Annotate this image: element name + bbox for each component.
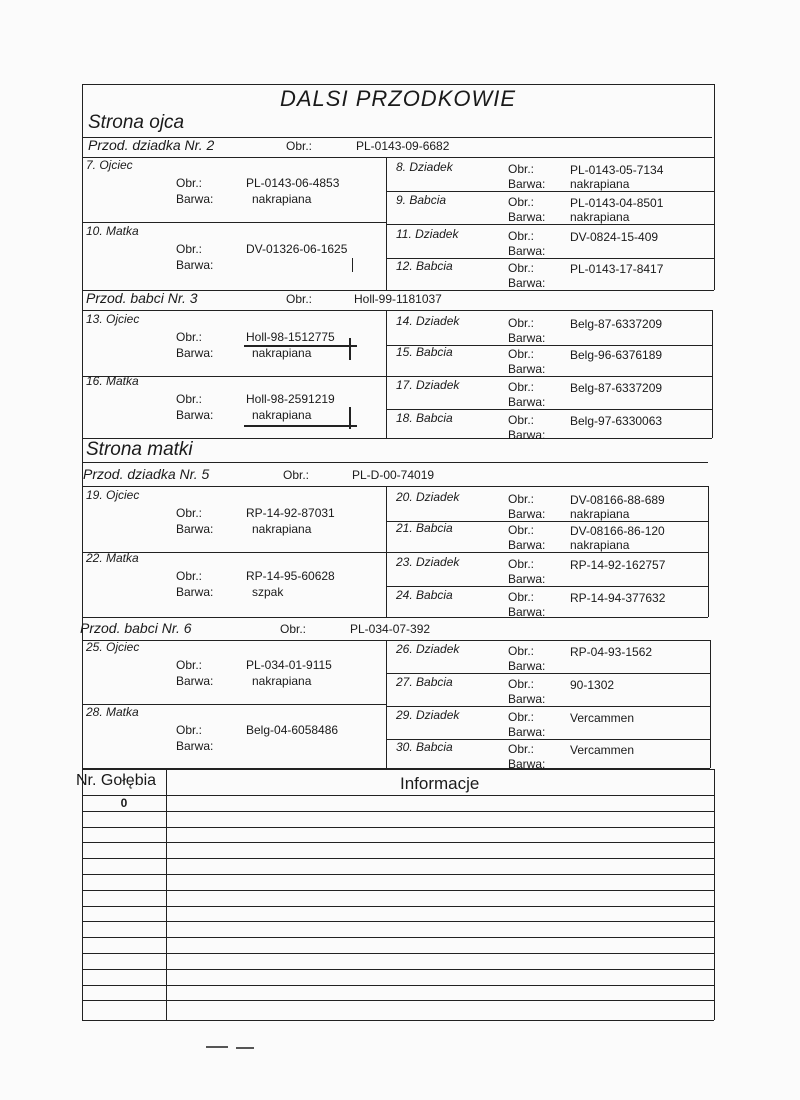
frame-bottom	[82, 1020, 714, 1021]
grandparent-barwa-label: Barwa:	[508, 362, 546, 376]
parent-grandparent-divider	[386, 310, 387, 438]
grandparent-ring-number: Vercammen	[570, 743, 635, 757]
parent-label: 28. Matka	[86, 705, 139, 719]
parent-color: nakrapiana	[252, 408, 312, 422]
grandparent-obr-label: Obr.:	[508, 523, 535, 537]
grandparent-barwa-label: Barwa:	[508, 538, 546, 552]
frame-top	[82, 84, 714, 85]
parent-label: 25. Ojciec	[86, 640, 140, 654]
parent-obr-label: Obr.:	[176, 392, 203, 406]
grandparent-ring-number: DV-08166-88-689	[570, 493, 665, 507]
page-title: DALSI PRZODKOWIE	[280, 86, 517, 111]
group-header-obr-label: Obr.:	[286, 292, 313, 306]
grandparent-ring-number: RP-14-94-377632	[570, 591, 666, 605]
grandparent-ring-number: DV-0824-15-409	[570, 230, 659, 244]
parent-label: 19. Ojciec	[86, 488, 140, 502]
group-header-rule	[82, 310, 712, 311]
grandparent-obr-label: Obr.:	[508, 162, 535, 176]
parent-obr-label: Obr.:	[176, 242, 203, 256]
grandparent-label: 15. Babcia	[396, 345, 453, 359]
parent-ring-number: PL-0143-06-4853	[246, 176, 340, 190]
grandparent-label: 12. Babcia	[396, 259, 453, 273]
info-row-rule	[82, 969, 714, 970]
parent-ring-number: Holl-98-2591219	[246, 392, 335, 406]
grandparent-ring-number: PL-0143-05-7134	[570, 163, 664, 177]
grandparent-barwa-label: Barwa:	[508, 244, 546, 258]
grandparent-barwa-label: Barwa:	[508, 605, 546, 619]
parent-barwa-label: Barwa:	[176, 346, 214, 360]
grandparent-barwa-label: Barwa:	[508, 692, 546, 706]
info-number-header: Nr. Gołębia	[76, 772, 157, 789]
grandparent-label: 27. Babcia	[396, 675, 453, 689]
grandparent-ring-number: RP-14-92-162757	[570, 558, 666, 572]
info-header-rule	[82, 795, 714, 796]
grandparent-obr-label: Obr.:	[508, 710, 535, 724]
grandparent-label: 21. Babcia	[396, 521, 453, 535]
info-row-rule	[82, 921, 714, 922]
grandparent-color: nakrapiana	[570, 177, 630, 191]
grandparent-ring-number: Belg-96-6376189	[570, 348, 663, 362]
parent-ring-number: RP-14-92-87031	[246, 506, 335, 520]
parent-ring-number: RP-14-95-60628	[246, 569, 335, 583]
parent-obr-label: Obr.:	[176, 658, 203, 672]
parent-label: 13. Ojciec	[86, 312, 140, 326]
grandparent-obr-label: Obr.:	[508, 492, 535, 506]
parent-obr-label: Obr.:	[176, 176, 203, 190]
info-row-rule	[82, 890, 714, 891]
grandparent-barwa-label: Barwa:	[508, 177, 546, 191]
parent-ring-number: Belg-04-6058486	[246, 723, 339, 737]
info-row-rule	[82, 827, 714, 828]
frame-right-top	[714, 84, 715, 160]
group-right-edge	[710, 640, 711, 768]
mother-side-heading: Strona matki	[86, 439, 193, 460]
grandparent-obr-label: Obr.:	[508, 413, 535, 427]
grandparent-ring-number: Belg-87-6337209	[570, 381, 663, 395]
info-row-rule	[82, 811, 714, 812]
parent-label: 10. Matka	[86, 224, 139, 238]
parent-color: nakrapiana	[252, 674, 312, 688]
scan-mark	[236, 1047, 254, 1049]
group-header-ring-number: Holl-99-1181037	[354, 292, 442, 306]
grandparent-barwa-label: Barwa:	[508, 210, 546, 224]
group-header-label: Przod. babci Nr. 3	[86, 290, 198, 306]
info-row-rule	[82, 937, 714, 938]
group-header-label: Przod. dziadka Nr. 2	[88, 137, 215, 153]
mother-heading-rule	[82, 462, 708, 463]
info-row-rule	[82, 985, 714, 986]
grandparent-color: nakrapiana	[570, 538, 630, 552]
grandparent-label: 9. Babcia	[396, 193, 447, 207]
grandparent-color: nakrapiana	[570, 210, 630, 224]
grandparent-ring-number: Vercammen	[570, 711, 635, 725]
group-bottom-rule	[82, 617, 708, 618]
info-table-top	[82, 769, 714, 770]
info-header: Informacje	[400, 774, 480, 793]
grandparent-label: 29. Dziadek	[396, 708, 460, 722]
grandparent-label: 17. Dziadek	[396, 378, 460, 392]
father-side-heading: Strona ojca	[88, 112, 185, 133]
group-header-rule	[82, 157, 714, 158]
grandparent-ring-number: 90-1302	[570, 678, 615, 692]
parent-label: 16. Matka	[86, 374, 139, 388]
grandparent-barwa-label: Barwa:	[508, 659, 546, 673]
parent-obr-label: Obr.:	[176, 506, 203, 520]
group-bottom-rule	[82, 438, 712, 439]
parent-color: nakrapiana	[252, 192, 312, 206]
parent-barwa-label: Barwa:	[176, 522, 214, 536]
parent-barwa-label: Barwa:	[176, 258, 214, 272]
grandparent-barwa-label: Barwa:	[508, 395, 546, 409]
parent-obr-label: Obr.:	[176, 569, 203, 583]
info-row-rule	[82, 906, 714, 907]
grandparent-color: nakrapiana	[570, 507, 630, 521]
grandparent-obr-label: Obr.:	[508, 380, 535, 394]
grandparent-label: 30. Babcia	[396, 740, 453, 754]
grandparent-separator	[386, 191, 714, 192]
parent-obr-label: Obr.:	[176, 330, 203, 344]
grandparent-ring-number: RP-04-93-1562	[570, 645, 653, 659]
parent-barwa-label: Barwa:	[176, 739, 214, 753]
grandparent-label: 23. Dziadek	[396, 555, 460, 569]
info-column-divider	[166, 769, 167, 1020]
grandparent-ring-number: Belg-87-6337209	[570, 317, 663, 331]
grandparent-separator	[386, 224, 714, 225]
underline-mark	[349, 407, 351, 429]
grandparent-barwa-label: Barwa:	[508, 725, 546, 739]
parent-label: 7. Ojciec	[86, 158, 133, 172]
group-right-edge	[714, 158, 715, 290]
grandparent-label: 8. Dziadek	[396, 160, 453, 174]
group-right-edge	[708, 486, 709, 617]
parent-barwa-label: Barwa:	[176, 674, 214, 688]
parent-color: nakrapiana	[252, 522, 312, 536]
grandparent-obr-label: Obr.:	[508, 742, 535, 756]
grandparent-ring-number: DV-08166-86-120	[570, 524, 665, 538]
info-row-rule	[82, 842, 714, 843]
group-header-label: Przod. dziadka Nr. 5	[83, 466, 210, 482]
info-row-number: 0	[120, 796, 128, 810]
group-header-obr-label: Obr.:	[283, 468, 310, 482]
grandparent-obr-label: Obr.:	[508, 590, 535, 604]
grandparent-obr-label: Obr.:	[508, 195, 535, 209]
parent-label: 22. Matka	[86, 551, 139, 565]
grandparent-obr-label: Obr.:	[508, 316, 535, 330]
parent-ring-number: PL-034-01-9115	[246, 658, 332, 672]
info-row-rule	[82, 953, 714, 954]
parent-grandparent-divider	[386, 640, 387, 768]
group-header-ring-number: PL-D-00-74019	[352, 468, 435, 482]
grandparent-separator	[386, 552, 708, 553]
grandparent-label: 18. Babcia	[396, 411, 453, 425]
info-row-rule	[82, 858, 714, 859]
grandparent-ring-number: PL-0143-17-8417	[570, 262, 664, 276]
grandparent-barwa-label: Barwa:	[508, 757, 546, 771]
parent-barwa-label: Barwa:	[176, 408, 214, 422]
scan-mark	[206, 1046, 228, 1048]
grandparent-separator	[386, 706, 710, 707]
grandparent-separator	[386, 376, 712, 377]
underline-mark	[244, 345, 357, 347]
grandparent-obr-label: Obr.:	[508, 677, 535, 691]
grandparent-barwa-label: Barwa:	[508, 507, 546, 521]
parent-separator	[82, 222, 386, 223]
grandparent-label: 20. Dziadek	[396, 490, 460, 504]
underline-mark	[244, 425, 357, 427]
underline-mark	[352, 258, 353, 272]
grandparent-obr-label: Obr.:	[508, 229, 535, 243]
grandparent-separator	[386, 673, 710, 674]
group-right-edge	[712, 310, 713, 438]
grandparent-barwa-label: Barwa:	[508, 331, 546, 345]
parent-barwa-label: Barwa:	[176, 585, 214, 599]
info-table-right	[714, 769, 715, 1020]
group-header-rule	[82, 640, 710, 641]
grandparent-obr-label: Obr.:	[508, 261, 535, 275]
grandparent-separator	[386, 586, 708, 587]
grandparent-label: 11. Dziadek	[396, 227, 459, 241]
grandparent-obr-label: Obr.:	[508, 347, 535, 361]
parent-color: szpak	[252, 585, 284, 599]
grandparent-label: 24. Babcia	[396, 588, 453, 602]
grandparent-obr-label: Obr.:	[508, 644, 535, 658]
parent-ring-number: Holl-98-1512775	[246, 330, 335, 344]
grandparent-label: 14. Dziadek	[396, 314, 460, 328]
group-header-obr-label: Obr.:	[286, 139, 313, 153]
info-row-rule	[82, 874, 714, 875]
grandparent-separator	[386, 409, 712, 410]
grandparent-barwa-label: Barwa:	[508, 572, 546, 586]
group-header-rule	[82, 486, 708, 487]
grandparent-obr-label: Obr.:	[508, 557, 535, 571]
underline-mark	[349, 338, 351, 360]
parent-ring-number: DV-01326-06-1625	[246, 242, 348, 256]
grandparent-barwa-label: Barwa:	[508, 428, 546, 442]
info-row-rule	[82, 1000, 714, 1001]
group-header-ring-number: PL-0143-09-6682	[356, 139, 450, 153]
parent-barwa-label: Barwa:	[176, 192, 214, 206]
group-header-ring-number: PL-034-07-392	[350, 622, 431, 636]
parent-obr-label: Obr.:	[176, 723, 203, 737]
grandparent-ring-number: Belg-97-6330063	[570, 414, 663, 428]
parent-color: nakrapiana	[252, 346, 312, 360]
group-header-label: Przod. babci Nr. 6	[80, 620, 192, 636]
grandparent-barwa-label: Barwa:	[508, 276, 546, 290]
grandparent-label: 26. Dziadek	[396, 642, 460, 656]
group-header-obr-label: Obr.:	[280, 622, 307, 636]
grandparent-ring-number: PL-0143-04-8501	[570, 196, 664, 210]
